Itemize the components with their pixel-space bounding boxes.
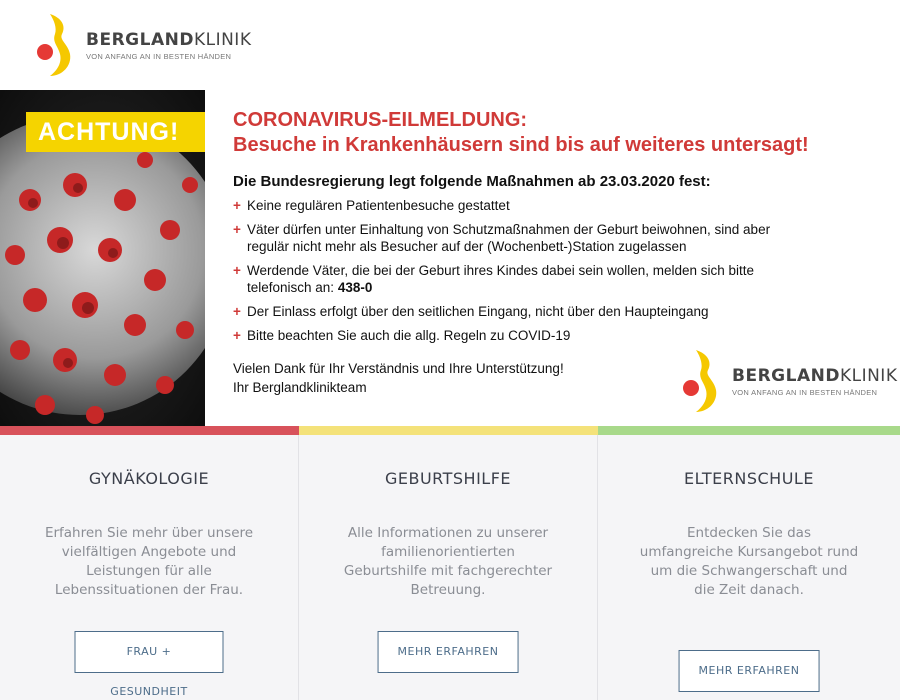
phone-number: 438-0	[337, 280, 373, 295]
plus-icon: +	[233, 304, 241, 319]
measure-item: + Der Einlass erfolgt über den seitlichen Eingang, nicht über den Haupteingang	[233, 304, 709, 319]
bergland-logo-icon	[678, 348, 726, 414]
card-text: Entdecken Sie das umfangreiche Kursangebot rund um die Schwangerschaft und die Zeit danach.	[639, 525, 859, 598]
card-geburtshilfe	[299, 435, 597, 700]
plus-icon: +	[233, 328, 241, 343]
alert-subheadline: Besuche in Krankenhäusern sind bis auf weiteres untersagt!	[233, 134, 809, 156]
banner-logo	[678, 348, 897, 414]
card-text: Alle Informationen zu unserer familienorientierten Geburtshilfe mit fachgerechter Betreuung.	[343, 525, 553, 598]
alert-headline: CORONAVIRUS-EILMELDUNG:	[233, 109, 528, 131]
achtung-badge: ACHTUNG!	[26, 112, 205, 152]
measure-item: + Bitte beachten Sie auch die allg. Regeln zu COVID-19	[233, 328, 571, 343]
plus-icon: +	[233, 263, 241, 278]
color-bar-green	[598, 426, 900, 435]
card-title: GEBURTSHILFE	[384, 469, 512, 488]
plus-icon: +	[233, 198, 241, 213]
plus-icon: +	[233, 222, 241, 237]
brand-name: BERGLANDKLINIK	[732, 365, 898, 386]
measure-item: + Väter dürfen unter Einhaltung von Schutzmaßnahmen der Geburt beiwohnen, sind aber regulär nicht mehr als Besucher auf der (Wochenbett-)Station zugelassen	[233, 222, 771, 254]
brand-tagline: VON ANFANG AN IN BESTEN HÄNDEN	[732, 387, 878, 397]
frau-gesundheit-button[interactable]: FRAU + GESUNDHEIT	[75, 631, 224, 673]
card-title: ELTERNSCHULE	[684, 469, 814, 488]
color-bar-yellow	[299, 426, 598, 435]
card-gynaekologie	[0, 435, 298, 700]
measure-item: + Werdende Väter, die bei der Geburt ihres Kindes dabei sein wollen, melden sich bitte telefonisch an: 438-0	[233, 263, 755, 295]
thanks-message: Vielen Dank für Ihr Verständnis und Ihre Unterstützung! Ihr Berglandklinikteam	[233, 361, 564, 395]
mehr-erfahren-button[interactable]: MEHR ERFAHREN	[378, 631, 519, 673]
logo-link[interactable]	[32, 12, 251, 78]
brand-tagline: VON ANFANG AN IN BESTEN HÄNDEN	[86, 51, 232, 61]
measures-title: Die Bundesregierung legt folgende Maßnahmen ab 23.03.2020 fest:	[233, 173, 711, 190]
mehr-erfahren-button[interactable]: MEHR ERFAHREN	[679, 650, 820, 692]
card-title: GYNÄKOLOGIE	[88, 469, 210, 488]
card-text: Erfahren Sie mehr über unsere vielfältigen Angebote und Leistungen für alle Lebenssituationen der Frau.	[44, 525, 254, 598]
measure-item: + Keine regulären Patientenbesuche gestattet	[233, 198, 510, 213]
bergland-logo-icon	[32, 12, 80, 78]
measures-list	[233, 197, 873, 344]
corona-banner	[0, 90, 900, 426]
brand-name: BERGLANDKLINIK	[86, 29, 252, 50]
site-header	[0, 0, 900, 90]
color-bar-red	[0, 426, 299, 435]
card-elternschule	[598, 435, 900, 700]
